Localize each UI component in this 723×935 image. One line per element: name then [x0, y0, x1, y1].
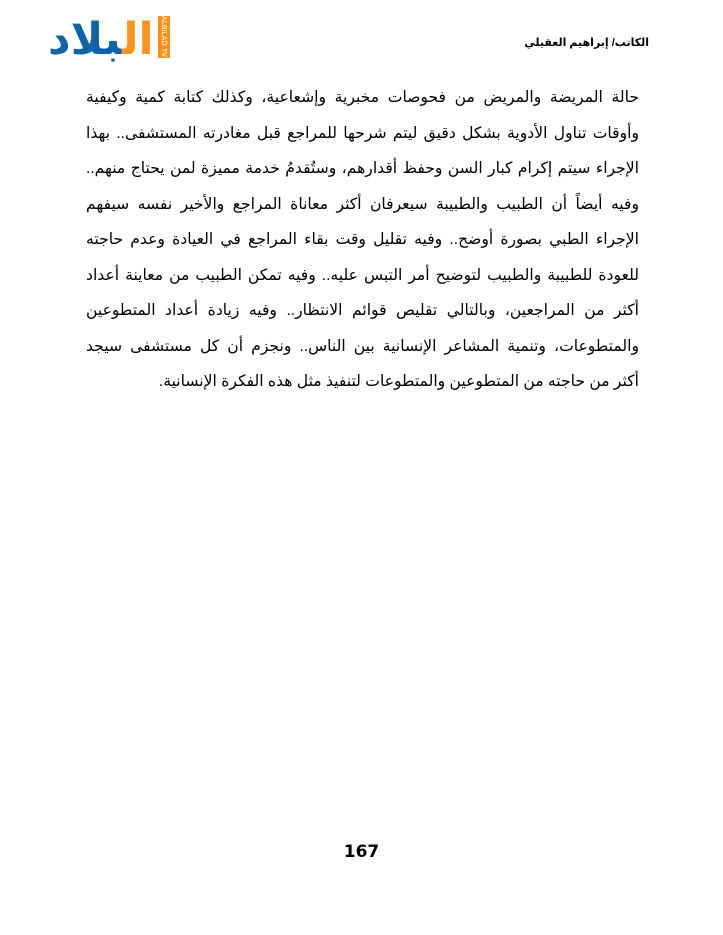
article-line: والمتطوعات، وتنمية المشاعر الإنسانية بين الناس.. ونجزم أن كل مستشفى سيجد [86, 337, 639, 355]
article-line: وفيه أيضاً أن الطبيب والطبيبة سيعرفان أكثر معاناة المراجع والأخير نفسه سيفهم [86, 195, 639, 213]
article-line: أكثر من حاجته من المتطوعين والمتطوعات لتنفيذ مثل هذه الفكرة الإنسانية. [158, 373, 639, 390]
logo-wordmark [48, 14, 154, 65]
albilad-logo [48, 16, 176, 64]
article-line: للعودة للطبيبة والطبيب لتوضيح أمر التبس عليه.. وفيه تمكن الطبيب من معاينة أعداد [86, 266, 639, 284]
article-line: حالة المريضة والمريض من فحوصات مخبرية وإشعاعية، وكذلك كتابة كمية وكيفية [86, 89, 639, 106]
article-body [86, 80, 639, 400]
article-line: الإجراء الطبي بصورة أوضح.. وفيه تقليل وقت بقاء المراجع في العيادة وعدم حاجته [86, 231, 639, 248]
article-line: الإجراء سيتم إكرام كبار السن وحفظ أقدارهم، وستُقدمُ خدمة مميزة لمن يحتاج منهم.. [86, 160, 639, 177]
logo-tv-tag: ALBILAD TV [160, 16, 168, 58]
logo-wordmark-orange: ال [121, 14, 154, 65]
page-number: 167 [343, 842, 380, 862]
article-line: وأوقات تناول الأدوية بشكل دقيق ليتم شرحها للمراجع قبل مغادرته المستشفى.. بهذا [86, 124, 639, 142]
author-byline: الكاتب/ إبراهيم العقيلي [524, 37, 649, 49]
logo-wordmark-blue: بلاد [48, 14, 122, 65]
article-line: أكثر من المراجعين، وبالتالي تقليص قوائم الانتظار.. وفيه زيادة أعداد المتطوعين [86, 302, 639, 319]
page-header [0, 0, 723, 70]
